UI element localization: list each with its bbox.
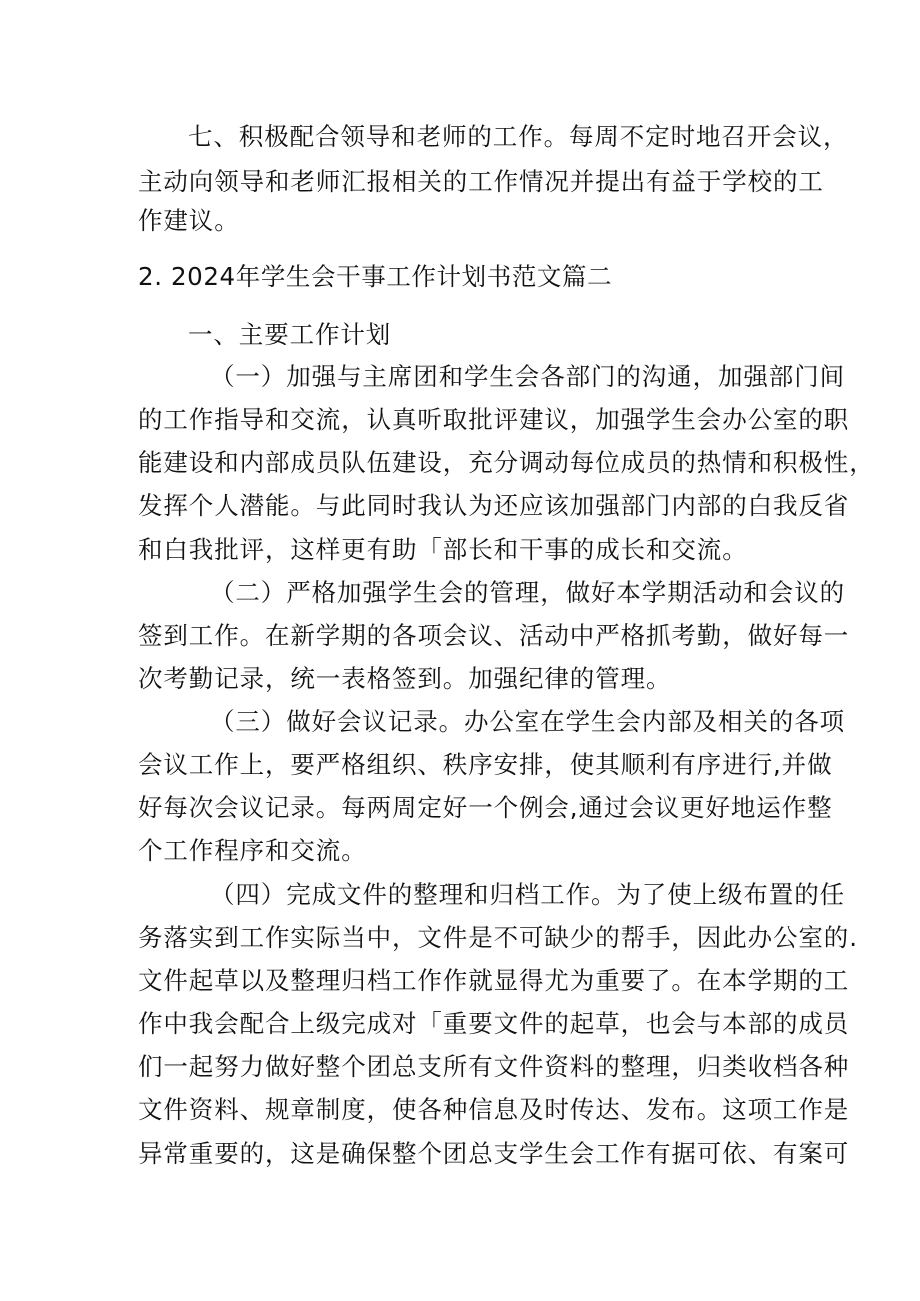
paragraph2-line-1: （二）严格加强学生会的管理，做好本学期活动和会议的 [210, 578, 845, 607]
paragraph1-line-5: 和白我批评，这样更有助「部长和干事的成长和交流。 [138, 535, 748, 564]
paragraph1-line-3: 能建设和内部成员队伍建设，充分调动每位成员的热情和积极性， [138, 448, 875, 477]
paragraph1-line-1: （一）加强与主席团和学生会各部门的沟通，加强部门间 [210, 362, 845, 391]
section7-line-2: 主动向领导和老师汇报相关的工作情况并提出有益于学校的工 [138, 167, 824, 196]
paragraph4-line-2: 务落实到工作实际当中，文件是不可缺少的帮手，因此办公室的. [138, 923, 858, 952]
paragraph3-line-2: 会议工作上，要严格组织、秩序安排，使其顺利有序进行,并做 [138, 750, 833, 779]
paragraph4-line-1: （四）完成文件的整理和归档工作。为了使上级布置的任 [210, 880, 845, 909]
paragraph4-line-3: 文件起草以及整理归档工作作就显得尤为重要了。在本学期的工 [138, 966, 850, 995]
section-heading: 2. 2024年学生会干事工作计划书范文篇二 [138, 262, 613, 291]
paragraph4-line-5: 们一起努力做好整个团总支所有文件资料的整理，归类收档各种 [138, 1052, 850, 1081]
paragraph4-line-7: 异常重要的，这是确保整个团总支学生会工作有据可依、有案可 [138, 1139, 850, 1168]
paragraph4-line-6: 文件资料、规章制度，使各种信息及时传达、发布。这项工作是 [138, 1095, 850, 1124]
paragraph3-line-1: （三）做好会议记录。办公室在学生会内部及相关的各项 [210, 707, 845, 736]
paragraph2-line-3: 次考勤记录，统一表格签到。加强纪律的管理。 [138, 664, 672, 693]
paragraph3-line-4: 个工作程序和交流。 [138, 836, 367, 865]
paragraph4-line-4: 作中我会配合上级完成对「重要文件的起草，也会与本部的成员 [138, 1009, 850, 1038]
paragraph3-line-3: 好每次会议记录。每两周定好一个例会,通过会议更好地运作整 [138, 793, 833, 822]
paragraph2-line-2: 签到工作。在新学期的各项会议、活动中严格抓考勤，做好每一 [138, 621, 850, 650]
subheading: 一、主要工作计划 [188, 320, 392, 349]
paragraph1-line-4: 发挥个人潜能。与此同时我认为还应该加强部门内部的白我反省 [138, 491, 850, 520]
paragraph1-line-2: 的工作指导和交流，认真听取批评建议，加强学生会办公室的职 [138, 405, 850, 434]
section7-line-3: 作建议。 [138, 206, 240, 235]
section7-line-1: 七、积极配合领导和老师的工作。每周不定时地召开会议， [188, 122, 849, 151]
